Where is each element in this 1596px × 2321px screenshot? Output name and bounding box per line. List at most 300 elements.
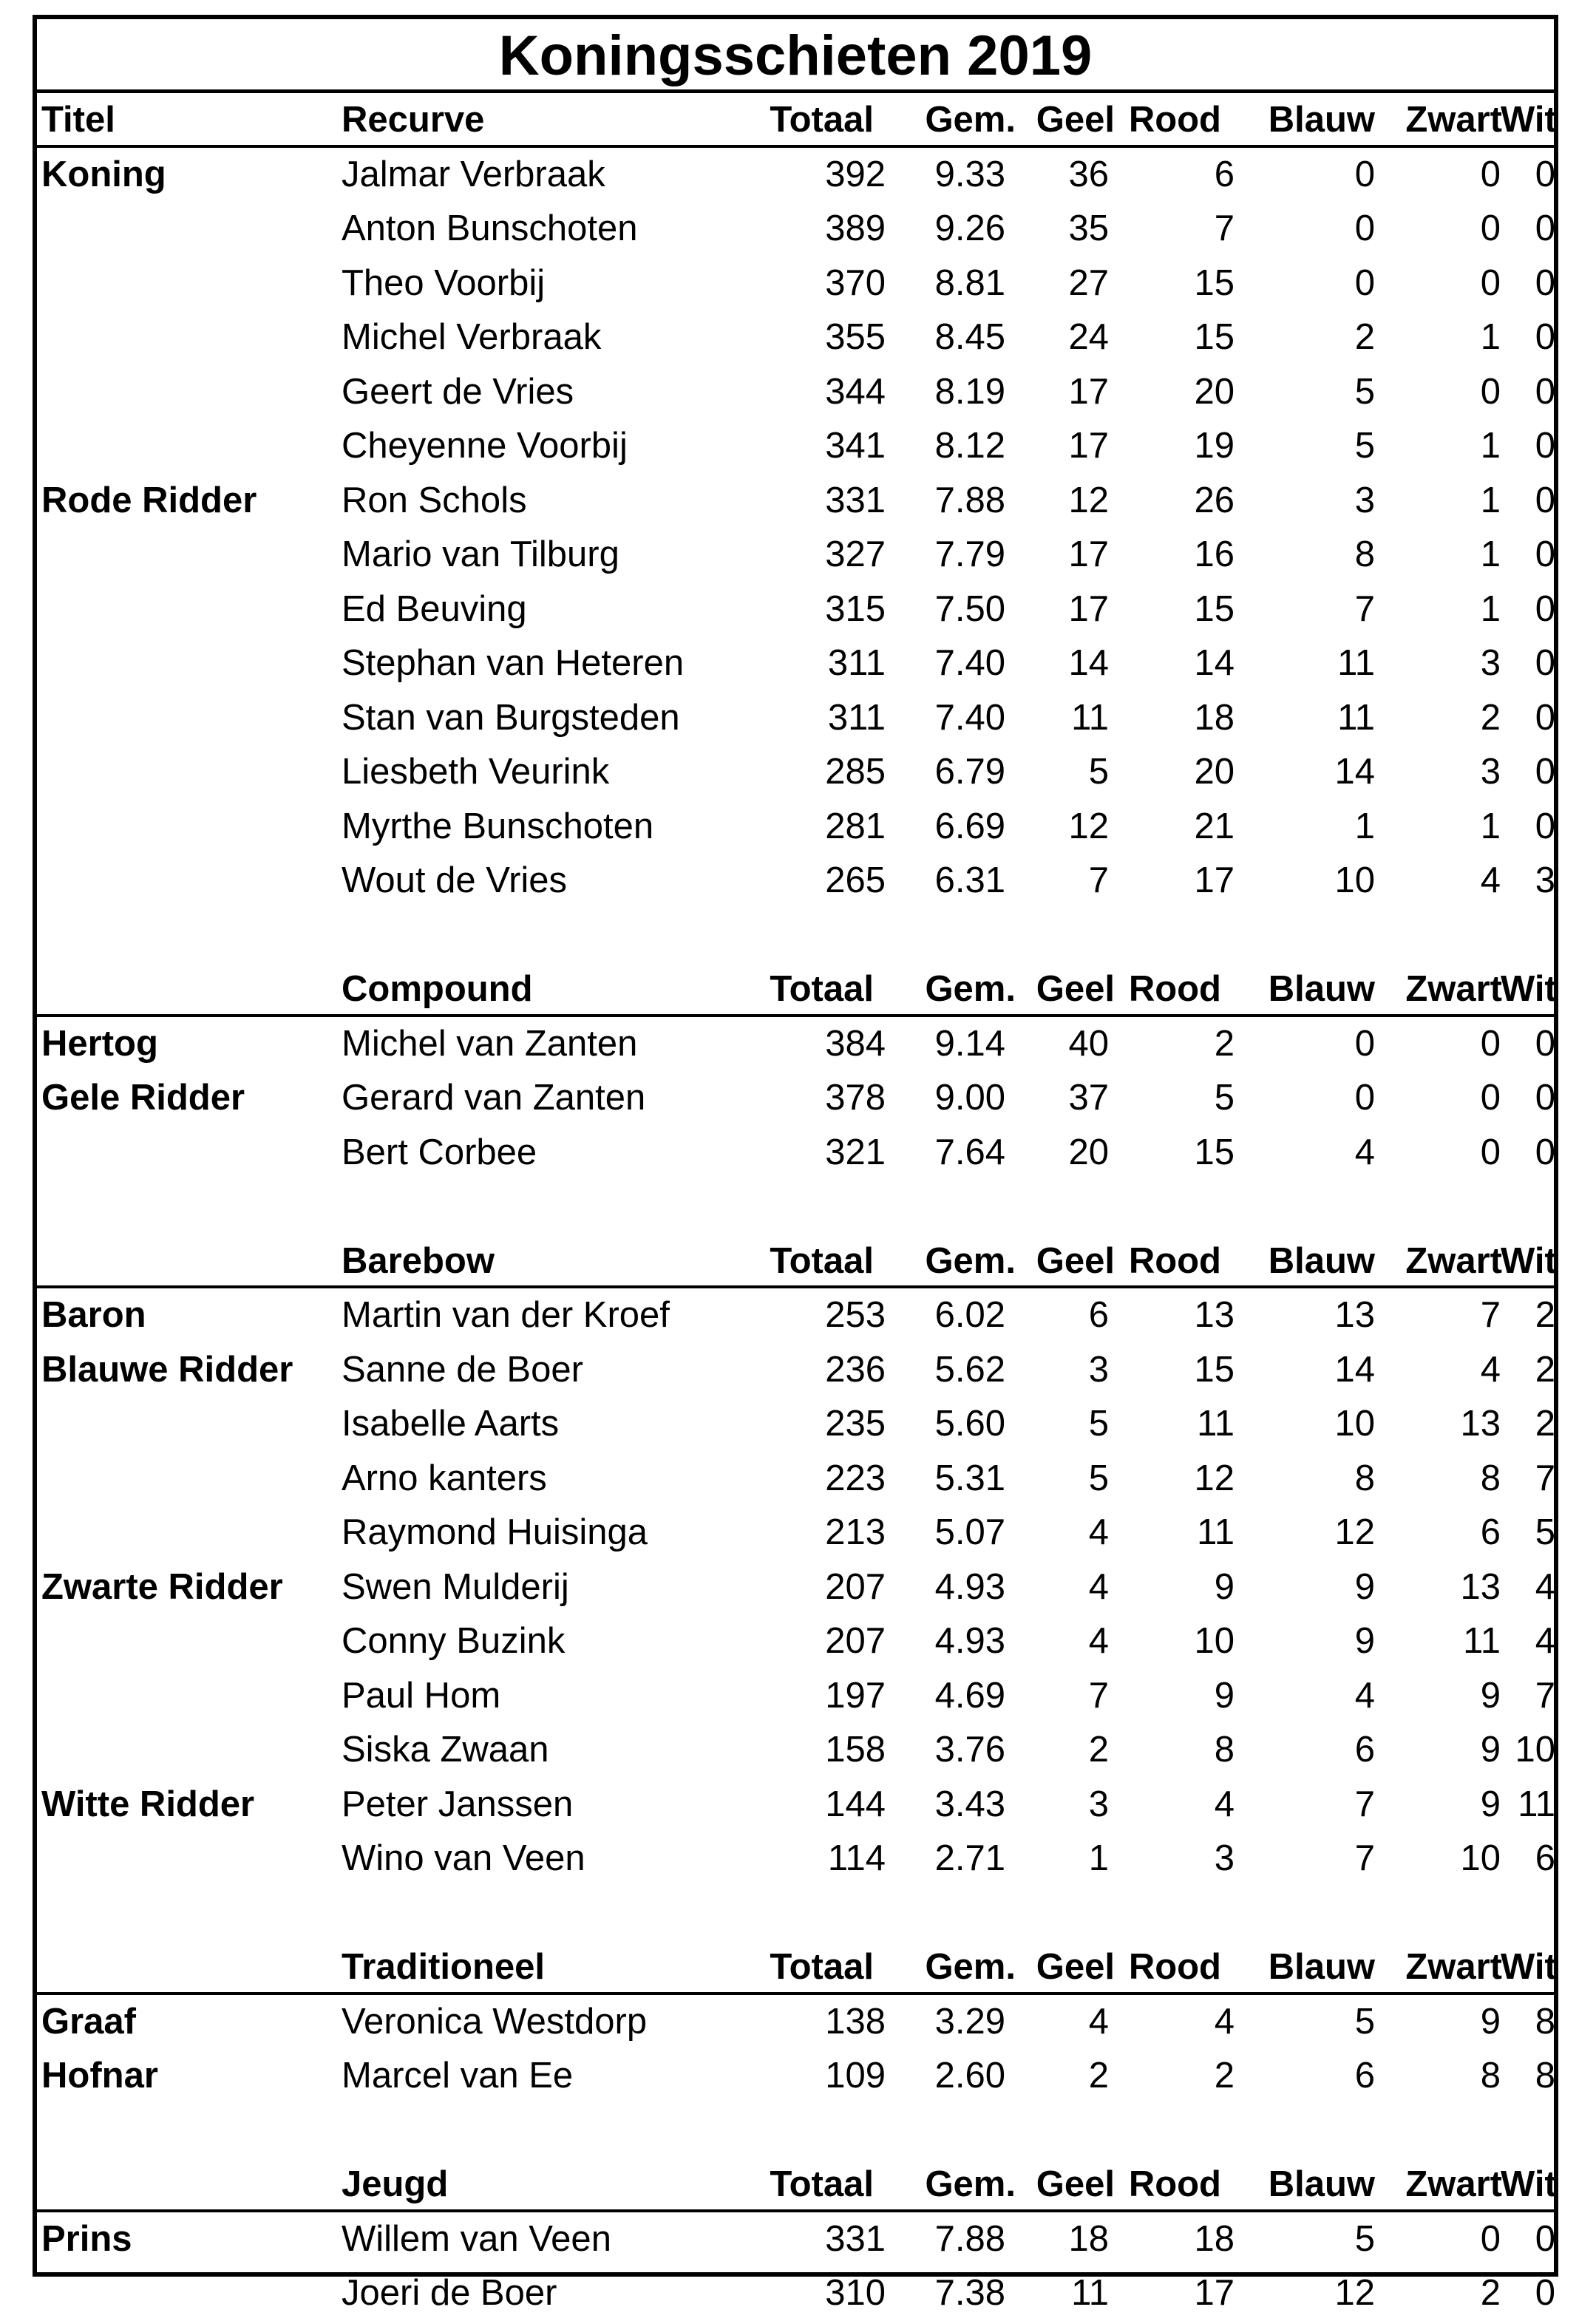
cell-wit: 0 — [1535, 534, 1555, 574]
cell-gem: 4.93 — [934, 1621, 1005, 1661]
cell-wit: 8 — [1535, 2001, 1555, 2042]
cell-wit: 6 — [1535, 1838, 1555, 1878]
cell-rood: 15 — [1194, 588, 1235, 629]
archer-name: Martin van der Kroef — [342, 1295, 670, 1335]
cell-wit: 0 — [1535, 154, 1555, 194]
cell-geel: 40 — [1068, 1023, 1109, 1064]
column-header-blauw: Blauw — [1268, 2164, 1375, 2204]
column-header-gem: Gem. — [925, 1947, 1016, 1987]
cell-gem: 7.40 — [934, 697, 1005, 738]
cell-zwart: 1 — [1480, 588, 1501, 629]
cell-gem: 6.79 — [934, 752, 1005, 792]
cell-blauw: 10 — [1334, 1404, 1375, 1444]
section-name: Jeugd — [342, 2164, 449, 2204]
cell-rood: 14 — [1194, 643, 1235, 683]
cell-rood: 19 — [1194, 426, 1235, 466]
cell-rood: 7 — [1214, 208, 1235, 248]
cell-blauw: 9 — [1354, 1621, 1375, 1661]
cell-zwart: 0 — [1480, 208, 1501, 248]
table-row — [37, 1778, 1554, 1832]
table-row — [37, 745, 1554, 800]
cell-gem: 2.71 — [934, 1838, 1005, 1878]
column-header-gem: Gem. — [925, 1240, 1016, 1281]
archer-name: Isabelle Aarts — [342, 1404, 560, 1444]
cell-totaal: 384 — [825, 1023, 886, 1064]
cell-gem: 4.93 — [934, 1566, 1005, 1607]
cell-wit: 0 — [1535, 208, 1555, 248]
table-row — [37, 636, 1554, 691]
archer-name: Michel Verbraak — [342, 317, 602, 357]
cell-zwart: 10 — [1460, 1838, 1501, 1878]
cell-rood: 20 — [1194, 752, 1235, 792]
cell-wit: 0 — [1535, 426, 1555, 466]
archer-name: Theo Voorbij — [342, 262, 546, 303]
archer-name: Willem van Veen — [342, 2218, 611, 2259]
table-row — [37, 582, 1554, 637]
cell-geel: 4 — [1088, 2001, 1109, 2042]
cell-wit: 0 — [1535, 1023, 1555, 1064]
cell-gem: 6.69 — [934, 806, 1005, 846]
table-row — [37, 2049, 1554, 2104]
table-row — [37, 474, 1554, 529]
table-row — [37, 1614, 1554, 1669]
section-name: Barebow — [342, 1240, 495, 1281]
cell-zwart: 8 — [1480, 2056, 1501, 2096]
section-header-compound — [37, 962, 1557, 1017]
cell-wit: 4 — [1535, 1566, 1555, 1607]
column-header-rood: Rood — [1128, 2164, 1221, 2204]
cell-geel: 27 — [1068, 262, 1109, 303]
cell-rood: 8 — [1214, 1730, 1235, 1770]
cell-zwart: 0 — [1480, 1023, 1501, 1064]
archer-name: Mario van Tilburg — [342, 534, 619, 574]
cell-gem: 8.45 — [934, 317, 1005, 357]
cell-wit: 2 — [1535, 1349, 1555, 1390]
cell-geel: 4 — [1088, 1566, 1109, 1607]
cell-rood: 6 — [1214, 154, 1235, 194]
cell-geel: 17 — [1068, 371, 1109, 412]
column-header-blauw: Blauw — [1268, 969, 1375, 1009]
cell-geel: 24 — [1068, 317, 1109, 357]
cell-gem: 6.31 — [934, 860, 1005, 900]
cell-rood: 18 — [1194, 697, 1235, 738]
archer-name: Michel van Zanten — [342, 1023, 638, 1064]
archer-name: Jalmar Verbraak — [342, 154, 605, 194]
cell-gem: 7.64 — [934, 1132, 1005, 1172]
column-header-totaal: Totaal — [770, 100, 874, 140]
cell-wit: 7 — [1535, 1675, 1555, 1716]
cell-blauw: 4 — [1354, 1675, 1375, 1716]
cell-rood: 15 — [1194, 317, 1235, 357]
cell-blauw: 6 — [1354, 2056, 1375, 2096]
cell-zwart: 1 — [1480, 534, 1501, 574]
cell-totaal: 378 — [825, 1078, 886, 1118]
column-header-totaal: Totaal — [770, 969, 874, 1009]
cell-gem: 7.50 — [934, 588, 1005, 629]
cell-geel: 7 — [1088, 1675, 1109, 1716]
cell-totaal: 341 — [825, 426, 886, 466]
cell-blauw: 7 — [1354, 588, 1375, 629]
cell-totaal: 392 — [825, 154, 886, 194]
cell-blauw: 1 — [1354, 806, 1375, 846]
cell-rood: 15 — [1194, 1132, 1235, 1172]
archer-name: Bert Corbee — [342, 1132, 537, 1172]
archer-name: Geert de Vries — [342, 371, 574, 412]
cell-zwart: 0 — [1480, 2218, 1501, 2259]
cell-wit: 0 — [1535, 643, 1555, 683]
rank-title: Witte Ridder — [41, 1784, 255, 1824]
table-row — [37, 1452, 1554, 1506]
column-header-rood: Rood — [1128, 1947, 1221, 1987]
cell-zwart: 9 — [1480, 1675, 1501, 1716]
column-header-wit: Wit — [1501, 1240, 1557, 1281]
cell-blauw: 8 — [1354, 1458, 1375, 1498]
column-header-wit: Wit — [1501, 969, 1557, 1009]
cell-blauw: 11 — [1337, 643, 1375, 683]
cell-geel: 5 — [1088, 752, 1109, 792]
column-header-wit: Wit — [1501, 1947, 1557, 1987]
table-row — [37, 419, 1554, 474]
cell-blauw: 7 — [1354, 1784, 1375, 1824]
cell-totaal: 213 — [825, 1512, 886, 1552]
archer-name: Wino van Veen — [342, 1838, 585, 1878]
cell-geel: 5 — [1088, 1404, 1109, 1444]
cell-blauw: 8 — [1354, 534, 1375, 574]
header-titel: Titel — [41, 100, 115, 140]
cell-geel: 4 — [1088, 1621, 1109, 1661]
cell-rood: 2 — [1214, 1023, 1235, 1064]
cell-rood: 21 — [1194, 806, 1235, 846]
rank-title: Gele Ridder — [41, 1078, 245, 1118]
cell-rood: 12 — [1194, 1458, 1235, 1498]
cell-totaal: 207 — [825, 1566, 886, 1607]
cell-geel: 20 — [1068, 1132, 1109, 1172]
cell-blauw: 14 — [1334, 1349, 1375, 1390]
cell-zwart: 2 — [1480, 2273, 1501, 2313]
cell-rood: 10 — [1194, 1621, 1235, 1661]
cell-wit: 8 — [1535, 2056, 1555, 2096]
cell-totaal: 236 — [825, 1349, 886, 1390]
column-header-wit: Wit — [1501, 100, 1557, 140]
column-header-totaal: Totaal — [770, 1947, 874, 1987]
cell-totaal: 197 — [825, 1675, 886, 1716]
cell-totaal: 310 — [825, 2273, 886, 2313]
column-header-rood: Rood — [1128, 100, 1221, 140]
cell-rood: 20 — [1194, 371, 1235, 412]
cell-totaal: 331 — [825, 480, 886, 520]
cell-rood: 4 — [1214, 2001, 1235, 2042]
cell-blauw: 6 — [1354, 1730, 1375, 1770]
table-row — [37, 1288, 1554, 1343]
cell-blauw: 5 — [1354, 2218, 1375, 2259]
cell-geel: 14 — [1068, 643, 1109, 683]
archer-name: Stephan van Heteren — [342, 643, 685, 683]
cell-gem: 5.31 — [934, 1458, 1005, 1498]
cell-rood: 9 — [1214, 1675, 1235, 1716]
rank-title: Prins — [41, 2218, 132, 2259]
section-name: Recurve — [342, 100, 485, 140]
cell-rood: 11 — [1197, 1404, 1235, 1444]
cell-totaal: 370 — [825, 262, 886, 303]
archer-name: Peter Janssen — [342, 1784, 574, 1824]
cell-gem: 3.29 — [934, 2001, 1005, 2042]
cell-blauw: 12 — [1334, 2273, 1375, 2313]
cell-rood: 15 — [1194, 262, 1235, 303]
cell-geel: 7 — [1088, 860, 1109, 900]
cell-wit: 11 — [1518, 1784, 1555, 1824]
cell-gem: 7.88 — [934, 480, 1005, 520]
cell-totaal: 281 — [825, 806, 886, 846]
table-row — [37, 854, 1554, 908]
column-header-gem: Gem. — [925, 969, 1016, 1009]
cell-gem: 7.88 — [934, 2218, 1005, 2259]
cell-blauw: 7 — [1354, 1838, 1375, 1878]
cell-zwart: 1 — [1480, 806, 1501, 846]
column-header-geel: Geel — [1036, 1947, 1115, 1987]
archer-name: Raymond Huisinga — [342, 1512, 648, 1552]
cell-blauw: 0 — [1354, 208, 1375, 248]
cell-zwart: 3 — [1480, 643, 1501, 683]
column-header-totaal: Totaal — [770, 1240, 874, 1281]
cell-geel: 3 — [1088, 1784, 1109, 1824]
column-header-blauw: Blauw — [1268, 100, 1375, 140]
cell-totaal: 158 — [825, 1730, 886, 1770]
cell-blauw: 4 — [1354, 1132, 1375, 1172]
cell-totaal: 315 — [825, 588, 886, 629]
cell-wit: 0 — [1535, 588, 1555, 629]
cell-zwart: 8 — [1480, 1458, 1501, 1498]
table-row — [37, 365, 1554, 420]
archer-name: Joeri de Boer — [342, 2273, 557, 2313]
column-header-totaal: Totaal — [770, 2164, 874, 2204]
cell-wit: 0 — [1535, 752, 1555, 792]
column-header-geel: Geel — [1036, 969, 1115, 1009]
cell-wit: 2 — [1535, 1404, 1555, 1444]
cell-rood: 11 — [1197, 1512, 1235, 1552]
archer-name: Stan van Burgsteden — [342, 697, 680, 738]
cell-totaal: 311 — [827, 643, 886, 683]
table-row — [37, 691, 1554, 746]
table-row — [37, 2266, 1554, 2321]
cell-wit: 10 — [1515, 1730, 1555, 1770]
cell-geel: 2 — [1088, 2056, 1109, 2096]
column-header-zwart: Zwart — [1405, 1947, 1502, 1987]
cell-zwart: 13 — [1460, 1566, 1501, 1607]
table-row — [37, 148, 1554, 203]
cell-wit: 0 — [1535, 806, 1555, 846]
cell-blauw: 0 — [1354, 262, 1375, 303]
cell-zwart: 9 — [1480, 2001, 1501, 2042]
cell-blauw: 11 — [1337, 697, 1375, 738]
table-row — [37, 2212, 1554, 2267]
cell-totaal: 265 — [825, 860, 886, 900]
table-row — [37, 1669, 1554, 1724]
cell-totaal: 114 — [827, 1838, 886, 1878]
column-header-blauw: Blauw — [1268, 1947, 1375, 1987]
cell-blauw: 2 — [1354, 317, 1375, 357]
section-name: Compound — [342, 969, 533, 1009]
table-row — [37, 800, 1554, 854]
column-header-gem: Gem. — [925, 100, 1016, 140]
cell-blauw: 3 — [1354, 480, 1375, 520]
cell-totaal: 285 — [825, 752, 886, 792]
table-row — [37, 1017, 1554, 1072]
cell-geel: 12 — [1068, 806, 1109, 846]
archer-name: Ron Schols — [342, 480, 527, 520]
cell-blauw: 5 — [1354, 2001, 1375, 2042]
cell-gem: 9.00 — [934, 1078, 1005, 1118]
cell-rood: 17 — [1194, 2273, 1235, 2313]
cell-totaal: 355 — [825, 317, 886, 357]
cell-gem: 7.79 — [934, 534, 1005, 574]
cell-totaal: 389 — [825, 208, 886, 248]
cell-wit: 0 — [1535, 1132, 1555, 1172]
cell-gem: 9.33 — [934, 154, 1005, 194]
archer-name: Liesbeth Veurink — [342, 752, 610, 792]
cell-wit: 3 — [1535, 860, 1555, 900]
cell-geel: 6 — [1088, 1295, 1109, 1335]
cell-gem: 2.60 — [934, 2056, 1005, 2096]
cell-wit: 0 — [1535, 480, 1555, 520]
cell-wit: 0 — [1535, 1078, 1555, 1118]
cell-blauw: 10 — [1334, 860, 1375, 900]
cell-rood: 9 — [1214, 1566, 1235, 1607]
cell-blauw: 0 — [1354, 154, 1375, 194]
table-row — [37, 1071, 1554, 1126]
cell-wit: 0 — [1535, 317, 1555, 357]
cell-geel: 17 — [1068, 588, 1109, 629]
cell-totaal: 138 — [825, 2001, 886, 2042]
column-header-rood: Rood — [1128, 1240, 1221, 1281]
cell-gem: 3.76 — [934, 1730, 1005, 1770]
cell-gem: 5.62 — [934, 1349, 1005, 1390]
rank-title: Hertog — [41, 1023, 158, 1064]
cell-wit: 0 — [1535, 371, 1555, 412]
table-row — [37, 256, 1554, 311]
page-title: Koningsschieten 2019 — [37, 19, 1554, 93]
column-header-zwart: Zwart — [1405, 969, 1502, 1009]
archer-name: Sanne de Boer — [342, 1349, 583, 1390]
cell-blauw: 9 — [1354, 1566, 1375, 1607]
table-row — [37, 202, 1554, 256]
cell-wit: 0 — [1535, 697, 1555, 738]
cell-wit: 0 — [1535, 2218, 1555, 2259]
cell-zwart: 13 — [1460, 1404, 1501, 1444]
archer-name: Conny Buzink — [342, 1621, 566, 1661]
cell-zwart: 6 — [1480, 1512, 1501, 1552]
table-row — [37, 1832, 1554, 1886]
column-header-wit: Wit — [1501, 2164, 1557, 2204]
archer-name: Veronica Westdorp — [342, 2001, 648, 2042]
cell-geel: 1 — [1088, 1838, 1109, 1878]
cell-rood: 5 — [1214, 1078, 1235, 1118]
cell-geel: 2 — [1088, 1730, 1109, 1770]
cell-totaal: 311 — [827, 697, 886, 738]
cell-wit: 4 — [1535, 1621, 1555, 1661]
rank-title: Graaf — [41, 2001, 137, 2042]
archer-name: Siska Zwaan — [342, 1730, 549, 1770]
cell-blauw: 5 — [1354, 426, 1375, 466]
cell-wit: 7 — [1535, 1458, 1555, 1498]
cell-geel: 35 — [1068, 208, 1109, 248]
cell-blauw: 12 — [1334, 1512, 1375, 1552]
cell-zwart: 0 — [1480, 262, 1501, 303]
cell-blauw: 14 — [1334, 752, 1375, 792]
cell-wit: 0 — [1535, 2273, 1555, 2313]
cell-geel: 3 — [1088, 1349, 1109, 1390]
cell-rood: 4 — [1214, 1784, 1235, 1824]
archer-name: Myrthe Bunschoten — [342, 806, 654, 846]
cell-geel: 11 — [1071, 697, 1109, 738]
cell-zwart: 3 — [1480, 752, 1501, 792]
cell-gem: 8.81 — [934, 262, 1005, 303]
cell-rood: 15 — [1194, 1349, 1235, 1390]
archer-name: Paul Hom — [342, 1675, 501, 1716]
cell-geel: 17 — [1068, 426, 1109, 466]
cell-gem: 5.60 — [934, 1404, 1005, 1444]
cell-gem: 3.43 — [934, 1784, 1005, 1824]
cell-blauw: 0 — [1354, 1078, 1375, 1118]
cell-gem: 4.69 — [934, 1675, 1005, 1716]
cell-geel: 12 — [1068, 480, 1109, 520]
archer-name: Anton Bunschoten — [342, 208, 638, 248]
cell-zwart: 0 — [1480, 371, 1501, 412]
section-name: Traditioneel — [342, 1947, 546, 1987]
cell-totaal: 253 — [825, 1295, 886, 1335]
cell-wit: 0 — [1535, 262, 1555, 303]
cell-gem: 9.14 — [934, 1023, 1005, 1064]
table-row — [37, 310, 1554, 365]
cell-zwart: 7 — [1480, 1295, 1501, 1335]
table-row — [37, 1397, 1554, 1452]
cell-geel: 37 — [1068, 1078, 1109, 1118]
cell-totaal: 344 — [825, 371, 886, 412]
cell-totaal: 223 — [825, 1458, 886, 1498]
table-row — [37, 528, 1554, 582]
cell-blauw: 5 — [1354, 371, 1375, 412]
cell-geel: 11 — [1071, 2273, 1109, 2313]
archer-name: Marcel van Ee — [342, 2056, 574, 2096]
table-row — [37, 1343, 1554, 1398]
cell-totaal: 109 — [825, 2056, 886, 2096]
rank-title: Hofnar — [41, 2056, 158, 2096]
cell-blauw: 0 — [1354, 1023, 1375, 1064]
cell-totaal: 327 — [825, 534, 886, 574]
archer-name: Swen Mulderij — [342, 1566, 569, 1607]
cell-rood: 16 — [1194, 534, 1235, 574]
cell-zwart: 0 — [1480, 1132, 1501, 1172]
section-header-recurve — [37, 93, 1557, 148]
cell-zwart: 2 — [1480, 697, 1501, 738]
cell-geel: 18 — [1068, 2218, 1109, 2259]
cell-zwart: 1 — [1480, 426, 1501, 466]
cell-gem: 6.02 — [934, 1295, 1005, 1335]
cell-gem: 5.07 — [934, 1512, 1005, 1552]
cell-zwart: 1 — [1480, 317, 1501, 357]
cell-rood: 13 — [1194, 1295, 1235, 1335]
rank-title: Blauwe Ridder — [41, 1349, 293, 1390]
cell-totaal: 207 — [825, 1621, 886, 1661]
cell-gem: 7.38 — [934, 2273, 1005, 2313]
column-header-geel: Geel — [1036, 100, 1115, 140]
cell-gem: 8.19 — [934, 371, 1005, 412]
column-header-zwart: Zwart — [1405, 1240, 1502, 1281]
cell-geel: 36 — [1068, 154, 1109, 194]
cell-totaal: 331 — [825, 2218, 886, 2259]
archer-name: Arno kanters — [342, 1458, 547, 1498]
cell-totaal: 235 — [825, 1404, 886, 1444]
column-header-zwart: Zwart — [1405, 100, 1502, 140]
